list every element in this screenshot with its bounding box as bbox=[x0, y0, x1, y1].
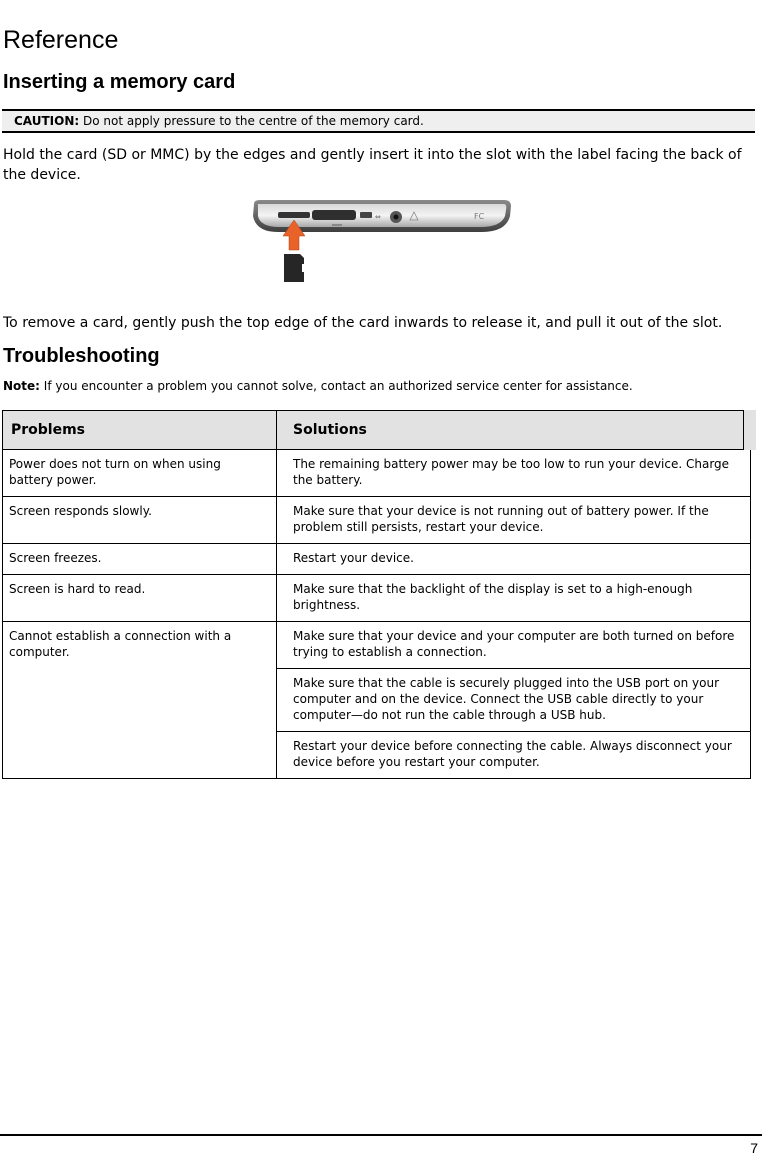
troubleshooting-heading: Troubleshooting bbox=[3, 345, 160, 367]
column-header-problems: Problems bbox=[3, 411, 277, 450]
solution-cell: Make sure that your device is not running out of battery power. If the problem still persists, restart your device. bbox=[277, 497, 751, 544]
problem-cell: Cannot establish a connection with a computer. bbox=[3, 622, 277, 779]
caution-label: CAUTION: bbox=[14, 114, 80, 128]
problem-cell: Screen freezes. bbox=[3, 544, 277, 575]
troubleshooting-note bbox=[3, 379, 633, 393]
table-row bbox=[3, 622, 751, 669]
caution-box bbox=[2, 109, 755, 133]
table-header-row bbox=[3, 411, 751, 450]
insert-instruction: Hold the card (SD or MMC) by the edges and gently insert it into the slot with the label facing the back of the device. bbox=[3, 147, 742, 183]
solution-cell: Restart your device. bbox=[277, 544, 751, 575]
solution-cell: Make sure that the cable is securely plugged into the USB port on your computer and on the device. Connect the USB cable directly to your computer—do not run the cable through a USB hub. bbox=[277, 669, 751, 732]
solution-cell: Make sure that your device and your computer are both turned on before trying to establish a connection. bbox=[277, 622, 751, 669]
page-number: 7 bbox=[750, 1140, 758, 1156]
problem-cell: Screen responds slowly. bbox=[3, 497, 277, 544]
table-row bbox=[3, 575, 751, 622]
caution-text: Do not apply pressure to the centre of the memory card. bbox=[83, 114, 424, 128]
solution-cell: Make sure that the backlight of the display is set to a high-enough brightness. bbox=[277, 575, 751, 622]
svg-text:⇔: ⇔ bbox=[375, 213, 381, 221]
column-header-solutions: Solutions bbox=[277, 411, 751, 450]
section-title: Reference bbox=[3, 26, 119, 54]
note-label: Note: bbox=[3, 379, 40, 393]
inserting-heading: Inserting a memory card bbox=[3, 71, 236, 93]
problem-cell: Screen is hard to read. bbox=[3, 575, 277, 622]
table-row bbox=[3, 497, 751, 544]
card-slot bbox=[278, 212, 310, 218]
remove-instruction: To remove a card, gently push the top edge of the card inwards to release it, and pull it out of the slot. bbox=[3, 315, 723, 331]
solution-cell: Restart your device before connecting the cable. Always disconnect your device before you restart your computer. bbox=[277, 732, 751, 779]
memory-card bbox=[284, 254, 304, 282]
problem-cell: Power does not turn on when using battery power. bbox=[3, 450, 277, 497]
device-marking: FC bbox=[474, 212, 485, 221]
device-card-slot-illustration bbox=[248, 198, 514, 284]
solution-cell: The remaining battery power may be too low to run your device. Charge the battery. bbox=[277, 450, 751, 497]
troubleshooting-table bbox=[2, 410, 756, 779]
note-text: If you encounter a problem you cannot solve, contact an authorized service center for assistance. bbox=[43, 379, 633, 393]
table-row bbox=[3, 450, 751, 497]
table-row bbox=[3, 544, 751, 575]
slot-cover bbox=[312, 210, 356, 220]
footer-rule bbox=[0, 1134, 762, 1136]
